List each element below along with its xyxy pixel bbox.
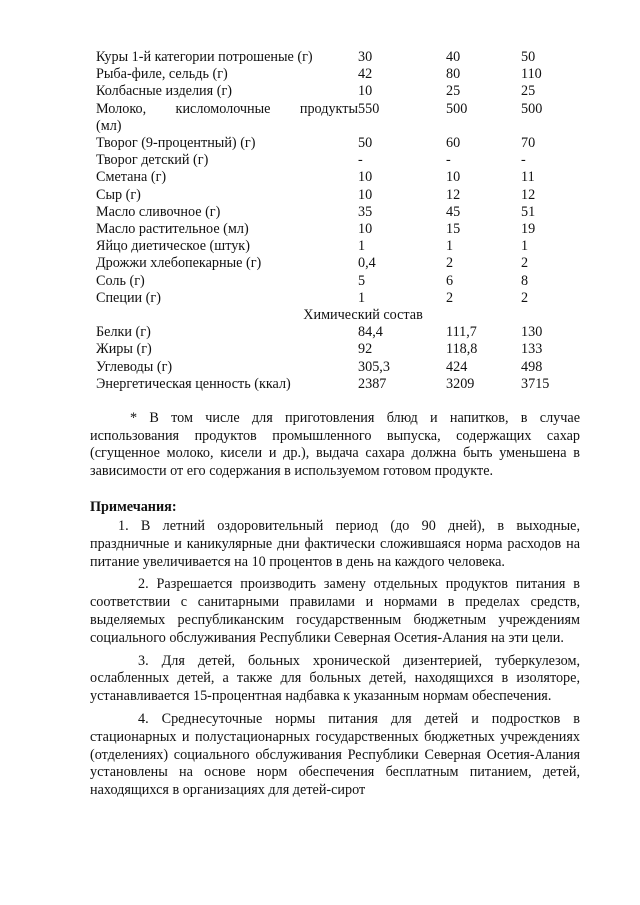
value-col-2: 2 <box>446 289 454 306</box>
value-col-1: 10 <box>358 83 373 100</box>
notes-list <box>90 518 580 805</box>
product-name-part: кисломолочные <box>175 100 271 117</box>
table-row <box>96 273 566 290</box>
table-section-row <box>96 307 566 324</box>
table-row <box>96 169 566 186</box>
value-col-2: 12 <box>446 186 461 203</box>
value-col-1: 550 <box>358 100 380 117</box>
value-col-3: 130 <box>521 324 543 341</box>
value-col-3: 51 <box>521 203 536 220</box>
value-col-1: 10 <box>358 221 373 238</box>
product-name: Колбасные изделия (г) <box>96 83 232 100</box>
value-col-2: 6 <box>446 272 454 289</box>
product-name-part: продукты <box>299 100 358 117</box>
table-row <box>96 341 566 358</box>
product-name-line <box>96 101 358 118</box>
value-col-3: 2 <box>521 289 529 306</box>
nutrient-name: Энергетическая ценность (ккал) <box>96 375 291 392</box>
table-row <box>96 83 566 100</box>
value-col-3: - <box>521 152 526 169</box>
value-col-2: 500 <box>446 100 468 117</box>
table-row <box>96 187 566 204</box>
table-row <box>96 204 566 221</box>
value-col-3: 133 <box>521 341 543 358</box>
value-col-2: 80 <box>446 66 461 83</box>
sugar-footnote: * В том числе для приготовления блюд и напитков, в случае использования продуктов промышленного выпуска, содержащих сахар (сгущенное молоко, кисели и др.), выдача сахара должна быть уменьшена в зависимости от его содержания в используемом готовом продукте. <box>90 410 580 479</box>
value-col-2: 1 <box>446 238 454 255</box>
value-col-1: 35 <box>358 203 373 220</box>
value-col-3: 11 <box>521 169 535 186</box>
table-row <box>96 135 566 152</box>
notes-heading: Примечания: <box>90 499 177 515</box>
value-col-1: 305,3 <box>358 358 390 375</box>
table-row <box>96 359 566 376</box>
value-col-1: - <box>358 152 363 169</box>
value-col-3: 500 <box>521 100 543 117</box>
product-name: Куры 1-й категории потрошеные (г) <box>96 49 313 65</box>
table-row <box>96 101 566 135</box>
table-row <box>96 324 566 341</box>
table-row <box>96 238 566 255</box>
value-col-2: 45 <box>446 203 461 220</box>
section-title: Химический состав <box>303 307 423 324</box>
value-col-1: 10 <box>358 169 373 186</box>
product-name: Рыба-филе, сельдь (г) <box>96 66 228 83</box>
value-col-2: 25 <box>446 83 461 100</box>
product-name: Сыр (г) <box>96 186 141 203</box>
note-item: 2. Разрешается производить замену отдельных продуктов питания в соответствии с санитарными правилами и нормами в пределах средств, выделяемых республиканским государственным бюджетным учреждениям социального обслуживания Республики Северная Осетия-Алания на эти цели. <box>90 576 580 646</box>
value-col-1: 84,4 <box>358 324 383 341</box>
value-col-2: 3209 <box>446 375 475 392</box>
value-col-2: 40 <box>446 49 461 65</box>
product-name: Дрожжи хлебопекарные (г) <box>96 255 262 272</box>
value-col-2: 424 <box>446 358 468 375</box>
value-col-3: 70 <box>521 135 536 152</box>
value-col-2: 10 <box>446 169 461 186</box>
value-col-2: 60 <box>446 135 461 152</box>
value-col-2: 111,7 <box>446 324 477 341</box>
value-col-2: 2 <box>446 255 454 272</box>
value-col-3: 110 <box>521 66 542 83</box>
product-name: Масло сливочное (г) <box>96 203 221 220</box>
nutrient-name: Белки (г) <box>96 324 151 341</box>
value-col-1: 2387 <box>358 375 387 392</box>
table-row <box>96 255 566 272</box>
table-row <box>96 290 566 307</box>
product-name: Творог (9-процентный) (г) <box>96 135 256 152</box>
value-col-3: 8 <box>521 272 529 289</box>
note-item: 3. Для детей, больных хронической дизентерией, туберкулезом, ослабленных детей, а также для больных детей, находящихся в изоляторе, устанавливается 15-процентная надбавка к указанным нормам обеспечения. <box>90 652 580 705</box>
nutrient-name: Углеводы (г) <box>96 358 173 375</box>
product-name: Сметана (г) <box>96 169 167 186</box>
value-col-3: 25 <box>521 83 536 100</box>
product-name-part: Молоко, <box>96 100 147 117</box>
product-name: Яйцо диетическое (штук) <box>96 238 250 255</box>
value-col-3: 19 <box>521 221 536 238</box>
value-col-3: 50 <box>521 49 536 65</box>
note-item: 1. В летний оздоровительный период (до 90 дней), в выходные, праздничные и каникулярные дни фактически сложившаяся норма расходов на питание увеличивается на 10 процентов в день на каждого человека. <box>90 518 580 570</box>
value-col-3: 498 <box>521 358 543 375</box>
value-col-1: 0,4 <box>358 255 376 272</box>
value-col-3: 2 <box>521 255 529 272</box>
product-name: Специи (г) <box>96 289 161 306</box>
value-col-2: 15 <box>446 221 461 238</box>
value-col-2: - <box>446 152 451 169</box>
table-row <box>96 66 566 83</box>
value-col-1: 5 <box>358 272 366 289</box>
table-row <box>96 221 566 238</box>
table-row <box>96 376 566 393</box>
value-col-1: 1 <box>358 289 366 306</box>
product-name <box>96 101 358 135</box>
value-col-1: 50 <box>358 135 373 152</box>
table-row <box>96 152 566 169</box>
value-col-1: 42 <box>358 66 373 83</box>
value-col-3: 1 <box>521 238 529 255</box>
product-name: Соль (г) <box>96 272 145 289</box>
value-col-1: 30 <box>358 49 373 65</box>
value-col-1: 1 <box>358 238 366 255</box>
value-col-2: 118,8 <box>446 341 478 358</box>
product-name: Масло растительное (мл) <box>96 221 249 238</box>
product-name: Творог детский (г) <box>96 152 209 169</box>
food-norms-table <box>96 49 566 393</box>
product-name-unit: (мл) <box>96 117 122 134</box>
table-row <box>96 49 566 66</box>
value-col-1: 10 <box>358 186 373 203</box>
value-col-3: 12 <box>521 186 536 203</box>
note-item: 4. Среднесуточные нормы питания для детей и подростков в стационарных и полустационарных государственных бюджетных учреждениях (отделениях) социального обслуживания Республики Северная Осетия-Алания установлены на основе норм обеспечения бесплатным питанием, детей, находящихся в организациях для детей-сирот <box>90 710 580 799</box>
value-col-3: 3715 <box>521 375 550 392</box>
nutrient-name: Жиры (г) <box>96 341 152 358</box>
value-col-1: 92 <box>358 341 373 358</box>
